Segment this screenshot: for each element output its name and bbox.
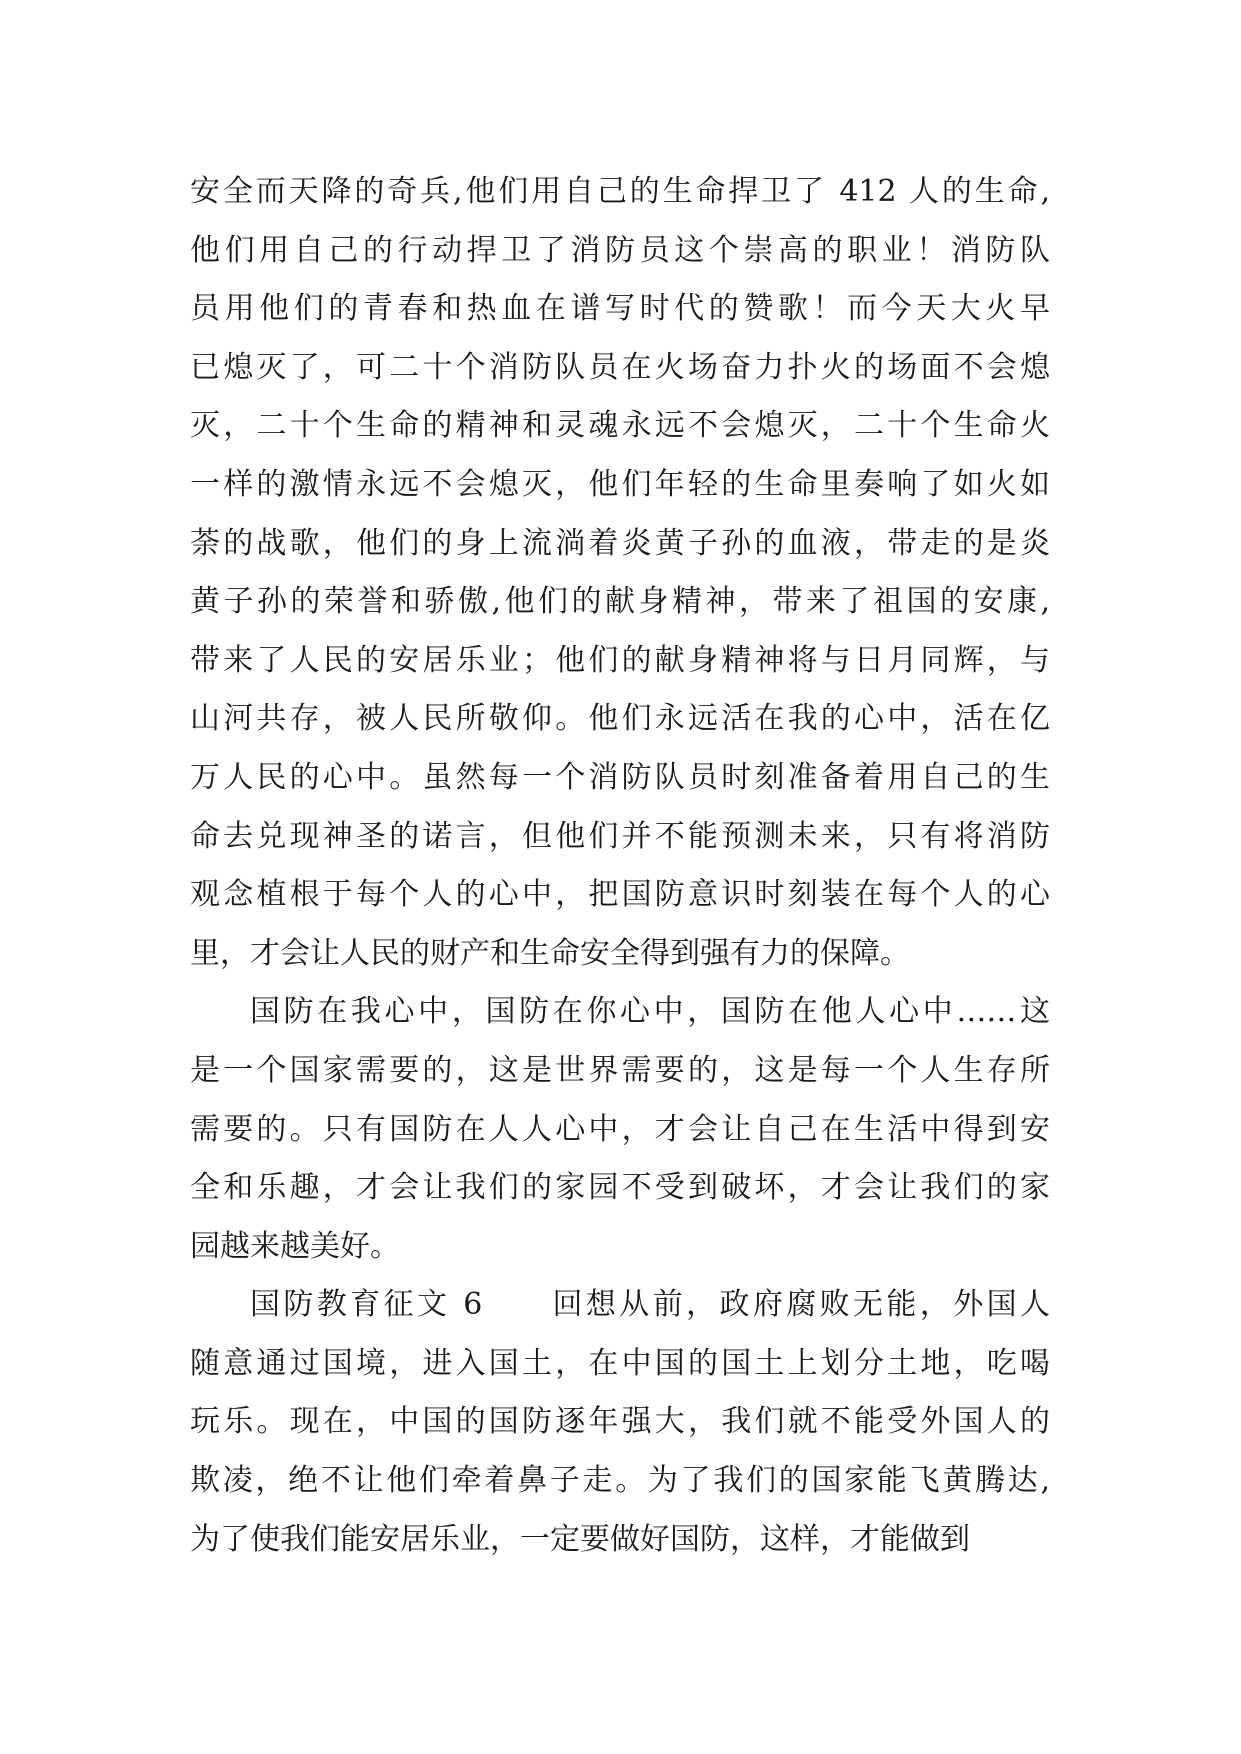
- paragraph: [190, 1276, 1050, 1569]
- text-line: 荼的战歌，他们的身上流淌着炎黄子孙的血液，带走的是炎: [190, 525, 1050, 561]
- text-line: 安全而天降的奇兵,他们用自己的生命捍卫了 412 人的生命,: [190, 174, 1050, 209]
- text-line: 万人民的心中。虽然每一个消防队员时刻准备着用自己的生: [190, 759, 1050, 795]
- text-line: 里，才会让人民的财产和生命安全得到强有力的保障。: [190, 935, 910, 971]
- text-line: 命去兑现神圣的诺言，但他们并不能预测未来，只有将消防: [190, 818, 1050, 854]
- document-body: [190, 163, 1050, 1569]
- text-line: 为了使我们能安居乐业，一定要做好国防，这样，才能做到: [190, 1521, 970, 1557]
- text-line: 需要的。只有国防在人人心中，才会让自己在生活中得到安: [190, 1111, 1050, 1147]
- text-line: 黄子孙的荣誉和骄傲,他们的献身精神，带来了祖国的安康,: [190, 584, 1050, 620]
- text-line: 灭，二十个生命的精神和灵魂永远不会熄灭，二十个生命火: [190, 408, 1050, 444]
- text-line: 他们用自己的行动捍卫了消防员这个崇高的职业！消防队: [190, 232, 1050, 268]
- text-line: 已熄灭了，可二十个消防队员在火场奋力扑火的场面不会熄: [190, 349, 1050, 385]
- text-line: 是一个国家需要的，这是世界需要的，这是每一个人生存所: [190, 1052, 1050, 1088]
- text-line: 随意通过国境，进入国土，在中国的国土上划分土地，吃喝: [190, 1345, 1050, 1381]
- text-line: 欺凌，绝不让他们牵着鼻子走。为了我们的国家能飞黄腾达,: [190, 1463, 1050, 1499]
- text-line: 员用他们的青春和热血在谱写时代的赞歌！而今天大火早: [190, 291, 1050, 327]
- text-line: 一样的激情永远不会熄灭，他们年轻的生命里奏响了如火如: [190, 466, 1050, 502]
- text-line: 山河共存，被人民所敬仰。他们永远活在我的心中，活在亿: [190, 701, 1050, 737]
- text-line: 观念植根于每个人的心中，把国防意识时刻装在每个人的心: [190, 877, 1050, 913]
- text-line: 国防教育征文 6 回想从前，政府腐败无能，外国人: [250, 1287, 1050, 1323]
- text-line: 国防在我心中，国防在你心中，国防在他人心中……这: [250, 994, 1050, 1030]
- paragraph: [190, 983, 1050, 1276]
- text-line: 玩乐。现在，中国的国防逐年强大，我们就不能受外国人的: [190, 1404, 1050, 1440]
- paragraph: [190, 163, 1050, 983]
- text-line: 全和乐趣，才会让我们的家园不受到破坏，才会让我们的家: [190, 1170, 1050, 1206]
- text-line: 园越来越美好。: [190, 1228, 400, 1264]
- text-line: 带来了人民的安居乐业；他们的献身精神将与日月同辉，与: [190, 642, 1050, 678]
